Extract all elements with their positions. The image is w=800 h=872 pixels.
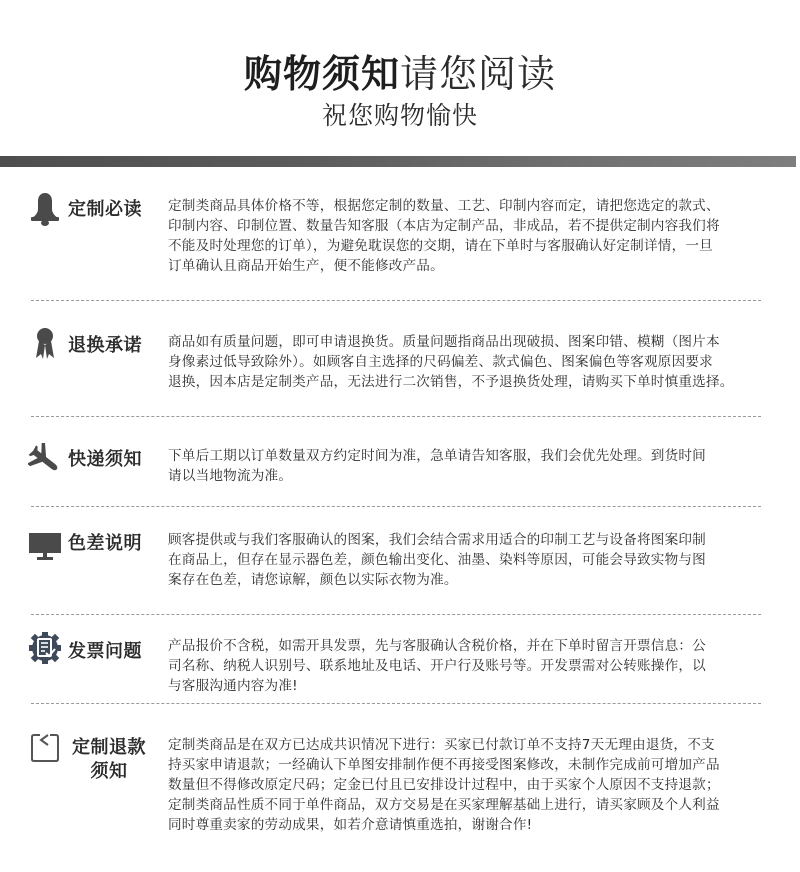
header-divider-bar bbox=[0, 156, 796, 167]
section-label: 退换承诺 bbox=[68, 335, 142, 356]
label-line-2: 须知 bbox=[90, 761, 128, 782]
body-line: 与客服沟通内容为准! bbox=[168, 678, 298, 694]
body-line: 退换，因本店是定制类产品，无法进行二次销售，不予退换货处理，请购买下单时慎重选择。 bbox=[168, 374, 734, 390]
dashed-divider bbox=[31, 416, 761, 417]
dashed-divider bbox=[31, 300, 761, 301]
body-line: 身像素过低导致除外）。如顾客自主选择的尺码偏差、款式偏色、图案偏色等客观原因要求 bbox=[168, 354, 713, 370]
section-body bbox=[168, 332, 783, 392]
bell-icon bbox=[27, 192, 63, 228]
body-line: 请以当地物流为准。 bbox=[168, 468, 293, 484]
award-ribbon-icon bbox=[27, 326, 63, 362]
body-line: 司名称、纳税人识别号、联系地址及电话、开户行及账号等。开发票需对公转账操作，以 bbox=[168, 658, 706, 674]
airplane-icon bbox=[27, 442, 63, 478]
body-line: 同时尊重卖家的劳动成果，如若介意请慎重选拍，谢谢合作! bbox=[168, 817, 533, 833]
section-label: 快递须知 bbox=[68, 449, 142, 470]
section-body bbox=[168, 735, 783, 835]
section-body bbox=[168, 446, 783, 486]
body-line: 顾客提供或与我们客服确认的图案，我们会结合需求用适合的印制工艺与设备将图案印制 bbox=[168, 532, 706, 548]
page-title bbox=[0, 52, 800, 96]
page-header bbox=[0, 0, 800, 156]
body-line: 定制类商品具体价格不等，根据您定制的数量、工艺、印制内容而定，请把您选定的款式、 bbox=[168, 198, 720, 214]
section-label: 定制必读 bbox=[68, 199, 142, 220]
body-line: 下单后工期以订单数量双方约定时间为准，急单请告知客服，我们会优先处理。到货时间 bbox=[168, 448, 706, 464]
invoice-badge-icon bbox=[27, 630, 63, 666]
body-line: 案存在色差，请您谅解，颜色以实际衣物为准。 bbox=[168, 572, 458, 588]
section-body bbox=[168, 636, 783, 696]
section-body bbox=[168, 530, 783, 590]
body-line: 商品如有质量问题，即可申请退换货。质量问题指商品出现破损、图案印错、模糊（图片本 bbox=[168, 334, 720, 350]
title-light: 请您阅读 bbox=[400, 52, 557, 96]
title-bold: 购物须知 bbox=[243, 52, 400, 96]
body-line: 印制内容、印制位置、数量告知客服（本店为定制产品，非成品，若不提供定制内容我们将 bbox=[168, 218, 720, 234]
body-line: 定制类商品是在双方已达成共识情况下进行：买家已付款订单不支持7天无理由退货，不支 bbox=[168, 737, 715, 753]
dashed-divider bbox=[31, 703, 761, 704]
section-label: 色差说明 bbox=[68, 533, 142, 554]
refund-return-icon bbox=[27, 730, 63, 766]
body-line: 数量但不得修改原定尺码；定金已付且已安排设计过程中，由于买家个人原因不支持退款； bbox=[168, 777, 720, 793]
section-body bbox=[168, 196, 783, 276]
body-line: 产品报价不含税，如需开具发票，先与客服确认含税价格，并在下单时留言开票信息：公 bbox=[168, 638, 706, 654]
label-line-1: 定制退款 bbox=[72, 737, 146, 758]
body-line: 定制类商品性质不同于单件商品，双方交易是在买家理解基础上进行，请买家顾及个人利益 bbox=[168, 797, 720, 813]
page-subtitle: 祝您购物愉快 bbox=[321, 101, 478, 130]
section-label bbox=[68, 736, 150, 784]
dashed-divider bbox=[31, 614, 761, 615]
body-line: 订单确认且商品开始生产，便不能修改产品。 bbox=[168, 258, 444, 274]
dashed-divider bbox=[31, 506, 761, 507]
section-label: 发票问题 bbox=[68, 641, 142, 662]
body-line: 不能及时处理您的订单），为避免耽误您的交期，请在下单时与客服确认好定制详情，一旦 bbox=[168, 238, 713, 254]
body-line: 持买家申请退款；一经确认下单图安排制作便不再接受图案修改，未制作完成前可增加产品 bbox=[168, 757, 720, 773]
monitor-icon bbox=[27, 528, 63, 564]
body-line: 在商品上，但存在显示器色差，颜色输出变化、油墨、染料等原因，可能会导致实物与图 bbox=[168, 552, 706, 568]
